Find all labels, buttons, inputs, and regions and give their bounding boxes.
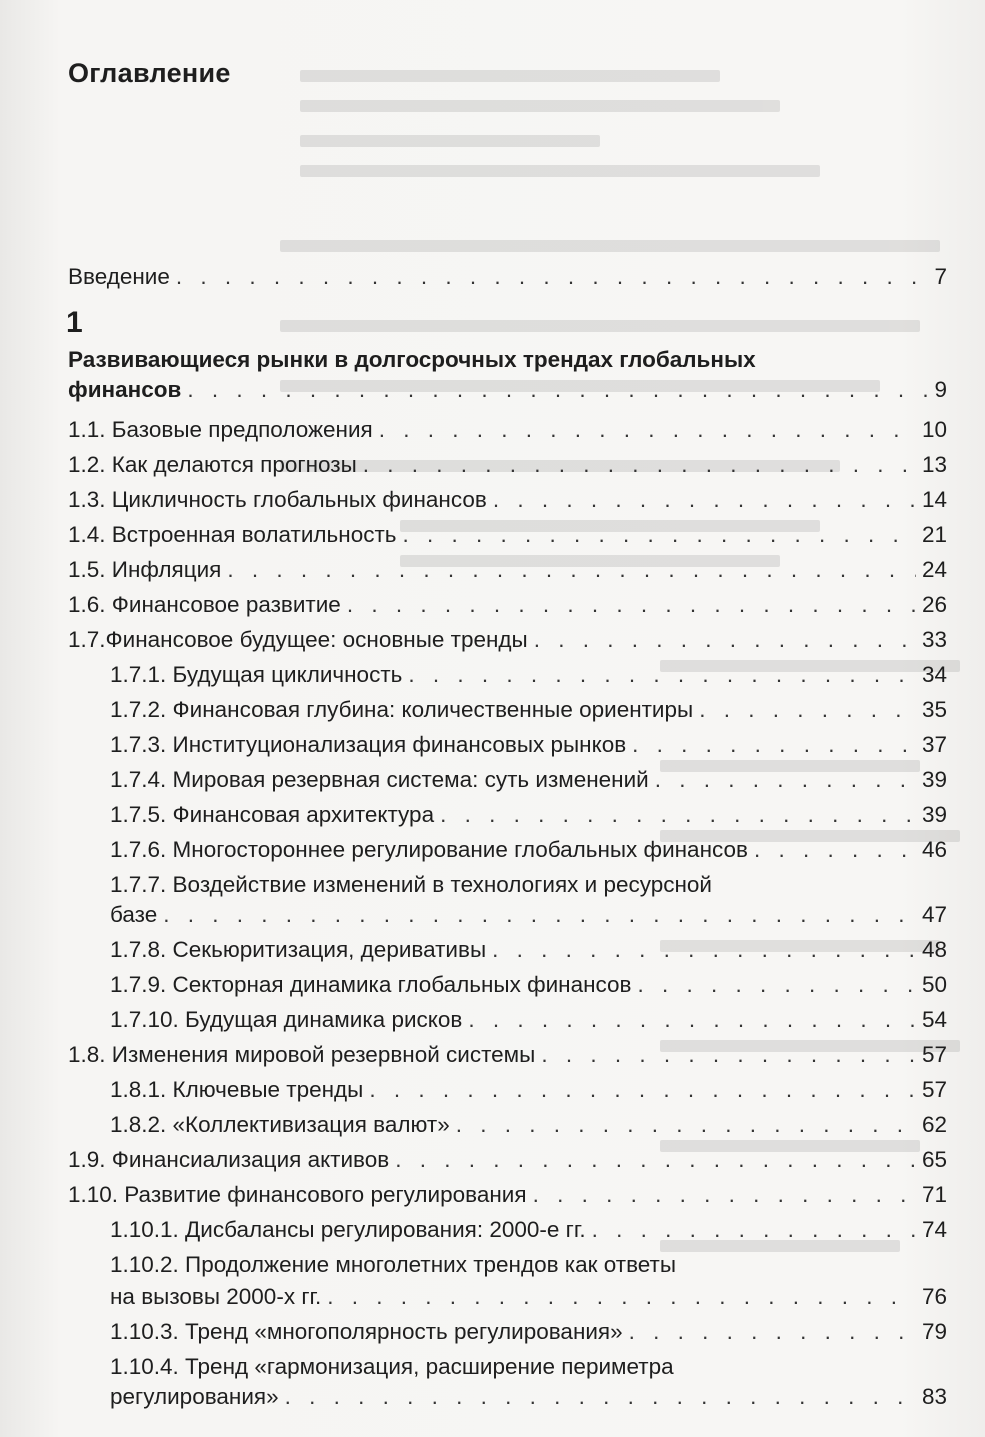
toc-entry-page: 54 bbox=[921, 1007, 947, 1032]
toc-entry-label: 1.1. Базовые предположения bbox=[68, 417, 373, 442]
toc-entry[interactable] bbox=[68, 1145, 947, 1175]
toc-entry-page: 83 bbox=[921, 1384, 947, 1409]
toc-entry-page: 21 bbox=[921, 522, 947, 547]
toc-subentry[interactable] bbox=[110, 835, 947, 865]
dot-leader bbox=[632, 730, 916, 760]
toc-entry-label: 1.7.6. Многостороннее регулирование глобальных финансов bbox=[110, 837, 748, 862]
toc-subentry[interactable] bbox=[110, 1282, 947, 1312]
toc-entry[interactable] bbox=[68, 625, 947, 655]
toc-subentry[interactable] bbox=[110, 1005, 947, 1035]
toc-entry-page: 46 bbox=[921, 837, 947, 862]
toc-entry-page: 24 bbox=[921, 557, 947, 582]
toc-subentry[interactable] bbox=[110, 695, 947, 725]
toc-entry-page: 37 bbox=[921, 732, 947, 757]
dot-leader bbox=[227, 555, 916, 585]
chapter-number: 1 bbox=[66, 306, 83, 339]
toc-entry-page: 74 bbox=[921, 1217, 947, 1242]
toc-entry-label: 1.3. Цикличность глобальных финансов bbox=[68, 487, 487, 512]
chapter-title-line[interactable]: Развивающиеся рынки в долгосрочных трендах глобальных bbox=[68, 347, 756, 372]
toc-entry-page: 9 bbox=[934, 377, 947, 402]
toc-subentry[interactable] bbox=[110, 660, 947, 690]
toc-entry-label: 1.7.9. Секторная динамика глобальных финансов bbox=[110, 972, 632, 997]
dot-leader bbox=[468, 1005, 916, 1035]
toc-subentry-line[interactable]: 1.10.4. Тренд «гармонизация, расширение периметра bbox=[110, 1354, 674, 1379]
toc-entry-label: 1.8.1. Ключевые тренды bbox=[110, 1077, 364, 1102]
toc-entry-chapter[interactable] bbox=[68, 375, 947, 405]
toc-entry-label: 1.10. Развитие финансового регулирования bbox=[68, 1182, 527, 1207]
dot-leader bbox=[541, 1040, 916, 1070]
toc-entry-label: 1.7.4. Мировая резервная система: суть изменений bbox=[110, 767, 649, 792]
dot-leader bbox=[408, 660, 916, 690]
toc-entry-page: 39 bbox=[921, 802, 947, 827]
dot-leader bbox=[493, 485, 916, 515]
toc-entry-label: 1.8. Изменения мировой резервной системы bbox=[68, 1042, 536, 1067]
toc-subentry[interactable] bbox=[110, 765, 947, 795]
toc-entry[interactable] bbox=[68, 590, 947, 620]
toc-entry-page: 47 bbox=[921, 902, 947, 927]
toc-entry-page: 62 bbox=[921, 1112, 947, 1137]
toc-entry-label: 1.4. Встроенная волатильность bbox=[68, 522, 397, 547]
dot-leader bbox=[403, 520, 916, 550]
toc-entry-page: 57 bbox=[921, 1042, 947, 1067]
toc-entry-page: 10 bbox=[921, 417, 947, 442]
toc-entry-label: 1.7.3. Институционализация финансовых рынков bbox=[110, 732, 627, 757]
toc-entry-label: 1.2. Как делаются прогнозы bbox=[68, 452, 357, 477]
toc-entry-page: 57 bbox=[921, 1077, 947, 1102]
toc-entry-label: 1.7.8. Секьюритизация, деривативы bbox=[110, 937, 487, 962]
toc-entry-label: 1.7.1. Будущая цикличность bbox=[110, 662, 403, 687]
toc-entry-page: 7 bbox=[934, 264, 947, 289]
toc-entry-label: 1.9. Финансиализация активов bbox=[68, 1147, 390, 1172]
toc-entry[interactable] bbox=[68, 485, 947, 515]
toc-entry[interactable] bbox=[68, 1040, 947, 1070]
toc-entry-label: 1.10.1. Дисбалансы регулирования: 2000-е гг. bbox=[110, 1217, 586, 1242]
toc-entry-label: 1.5. Инфляция bbox=[68, 557, 222, 582]
toc-subentry[interactable] bbox=[110, 1215, 947, 1245]
toc-entry-page: 48 bbox=[921, 937, 947, 962]
toc-entry-page: 79 bbox=[921, 1319, 947, 1344]
toc-entry-label: 1.8.2. «Коллективизация валют» bbox=[110, 1112, 450, 1137]
toc-subentry[interactable] bbox=[110, 900, 947, 930]
dot-leader bbox=[533, 1180, 916, 1210]
toc-entry[interactable] bbox=[68, 415, 947, 445]
dot-leader bbox=[655, 765, 916, 795]
toc-entry[interactable] bbox=[68, 450, 947, 480]
toc-entry-page: 33 bbox=[921, 627, 947, 652]
toc-entry-label: 1.6. Финансовое развитие bbox=[68, 592, 341, 617]
toc-entry[interactable] bbox=[68, 520, 947, 550]
toc-entry-page: 76 bbox=[921, 1284, 947, 1309]
toc-subentry[interactable] bbox=[110, 1110, 947, 1140]
toc-entry-label: 1.7.Финансовое будущее: основные тренды bbox=[68, 627, 528, 652]
dot-leader bbox=[699, 695, 916, 725]
toc-subentry[interactable] bbox=[110, 1317, 947, 1347]
toc-subentry[interactable] bbox=[110, 935, 947, 965]
toc-entry-page: 34 bbox=[921, 662, 947, 687]
toc-entry[interactable] bbox=[68, 555, 947, 585]
dot-leader bbox=[754, 835, 916, 865]
dot-leader bbox=[592, 1215, 916, 1245]
toc-entry-label: 1.10.3. Тренд «многополярность регулирования» bbox=[110, 1319, 623, 1344]
toc-subentry[interactable] bbox=[110, 1075, 947, 1105]
toc-subentry[interactable] bbox=[110, 800, 947, 830]
dot-leader bbox=[369, 1075, 916, 1105]
dot-leader bbox=[440, 800, 916, 830]
toc-entry-label: финансов bbox=[68, 377, 182, 402]
dot-leader bbox=[163, 900, 916, 930]
toc-entry-label: 1.7.2. Финансовая глубина: количественные ориентиры bbox=[110, 697, 694, 722]
toc-entry-page: 35 bbox=[921, 697, 947, 722]
dot-leader bbox=[363, 450, 916, 480]
toc-entry-page: 50 bbox=[921, 972, 947, 997]
toc-entry-page: 71 bbox=[921, 1182, 947, 1207]
toc-entry-label: регулирования» bbox=[110, 1384, 279, 1409]
toc-subentry[interactable] bbox=[110, 730, 947, 760]
toc-entry-label: 1.7.10. Будущая динамика рисков bbox=[110, 1007, 463, 1032]
dot-leader bbox=[629, 1317, 916, 1347]
toc-entry-label: базе bbox=[110, 902, 158, 927]
toc-title: Оглавление bbox=[68, 58, 231, 88]
toc-entry-page: 13 bbox=[921, 452, 947, 477]
dot-leader bbox=[347, 590, 916, 620]
dot-leader bbox=[492, 935, 916, 965]
toc-entry-page: 65 bbox=[921, 1147, 947, 1172]
dot-leader bbox=[187, 375, 928, 405]
toc-entry[interactable] bbox=[68, 1180, 947, 1210]
toc-subentry[interactable] bbox=[110, 970, 947, 1000]
toc-subentry-line[interactable]: 1.7.7. Воздействие изменений в технологиях и ресурсной bbox=[110, 872, 712, 897]
dot-leader bbox=[285, 1382, 916, 1412]
toc-entry-label: Введение bbox=[68, 264, 170, 289]
dot-leader bbox=[638, 970, 916, 1000]
dot-leader bbox=[534, 625, 916, 655]
dot-leader bbox=[327, 1282, 916, 1312]
toc-subentry-line[interactable]: 1.10.2. Продолжение многолетних трендов как ответы bbox=[110, 1252, 677, 1277]
toc-entry-intro[interactable] bbox=[68, 262, 947, 292]
dot-leader bbox=[395, 1145, 916, 1175]
dot-leader bbox=[176, 262, 929, 292]
toc-entry-page: 14 bbox=[921, 487, 947, 512]
dot-leader bbox=[456, 1110, 916, 1140]
toc-subentry[interactable] bbox=[110, 1382, 947, 1412]
toc-entry-label: на вызовы 2000-х гг. bbox=[110, 1284, 322, 1309]
toc-entry-page: 39 bbox=[921, 767, 947, 792]
toc-entry-page: 26 bbox=[921, 592, 947, 617]
dot-leader bbox=[379, 415, 916, 445]
toc-entry-label: 1.7.5. Финансовая архитектура bbox=[110, 802, 435, 827]
